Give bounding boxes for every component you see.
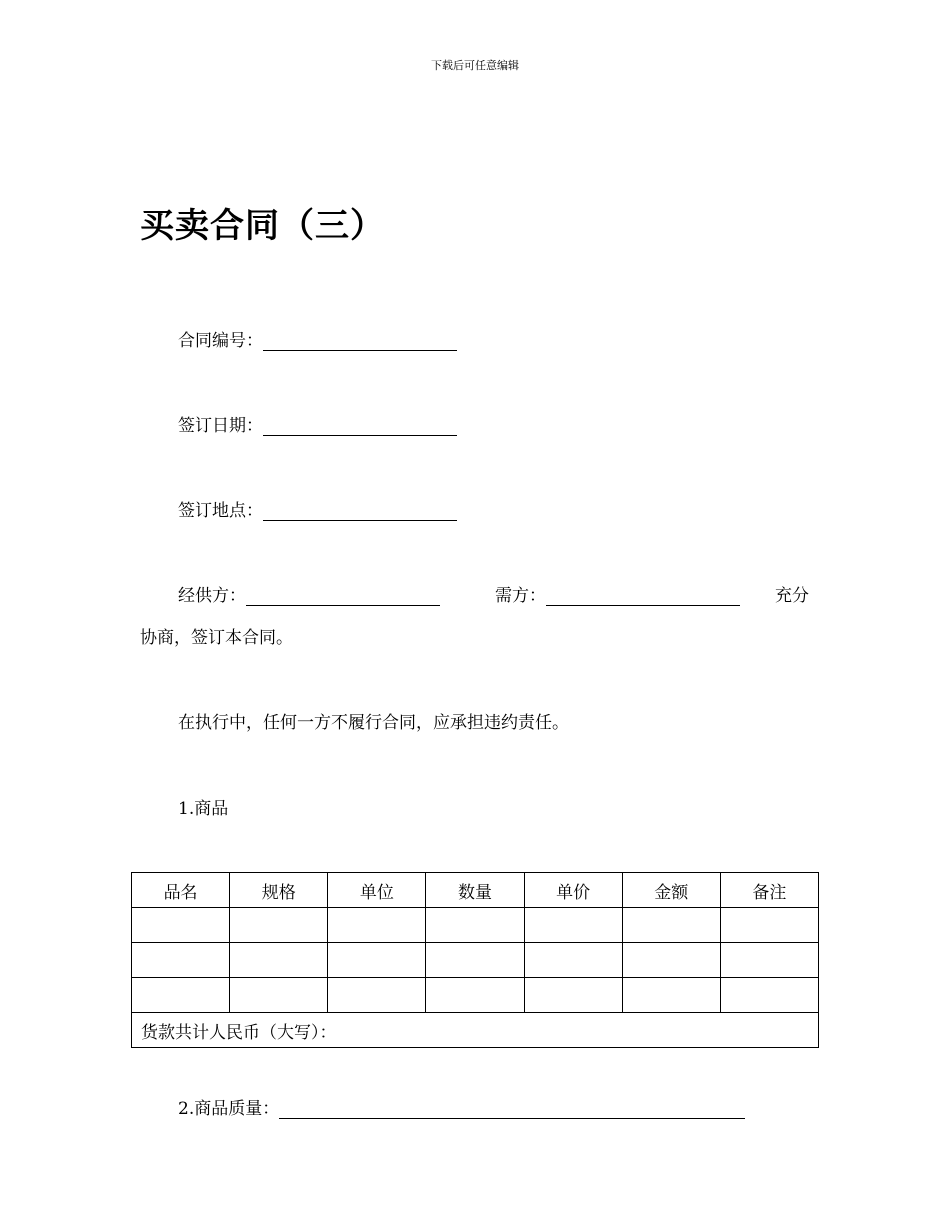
table-cell[interactable] — [230, 908, 328, 943]
sign-date-line — [178, 411, 457, 436]
breach-clause: 在执行中，任何一方不履行合同，应承担违约责任。 — [178, 713, 569, 733]
section-2-label: 2.商品质量： — [178, 1099, 280, 1119]
header-remarks: 备注 — [720, 873, 818, 908]
contract-number-label: 合同编号： — [178, 331, 263, 351]
table-cell[interactable] — [328, 978, 426, 1013]
table-cell[interactable] — [132, 943, 230, 978]
buyer-blank[interactable] — [546, 587, 740, 606]
table-cell[interactable] — [426, 943, 524, 978]
table-cell[interactable] — [720, 908, 818, 943]
table-cell[interactable] — [328, 908, 426, 943]
goods-table — [131, 872, 819, 1048]
header-unit-price: 单价 — [524, 873, 622, 908]
supplier-label: 经供方： — [178, 586, 246, 606]
sign-date-label: 签订日期： — [178, 416, 263, 436]
table-cell[interactable] — [720, 978, 818, 1013]
table-cell[interactable] — [524, 943, 622, 978]
table-cell[interactable] — [328, 943, 426, 978]
parties-continuation: 协商，签订本合同。 — [140, 628, 293, 648]
header-spec: 规格 — [230, 873, 328, 908]
document-title: 买卖合同（三） — [140, 206, 385, 246]
contract-number-line — [178, 326, 457, 351]
header-product-name: 品名 — [132, 873, 230, 908]
sign-place-label: 签订地点： — [178, 501, 263, 521]
table-row — [132, 908, 819, 943]
parties-tail: 充分 — [775, 586, 809, 606]
quality-blank[interactable] — [279, 1100, 745, 1119]
header-amount: 金额 — [622, 873, 720, 908]
table-cell[interactable] — [426, 908, 524, 943]
table-cell[interactable] — [524, 908, 622, 943]
buyer-line — [495, 581, 740, 606]
section-2-line — [178, 1094, 745, 1119]
sign-place-line — [178, 496, 457, 521]
section-1-title: 1.商品 — [178, 799, 229, 819]
table-cell[interactable] — [426, 978, 524, 1013]
sign-date-blank[interactable] — [263, 417, 457, 436]
table-row — [132, 978, 819, 1013]
table-cell[interactable] — [524, 978, 622, 1013]
supplier-line — [178, 581, 440, 606]
contract-number-blank[interactable] — [263, 332, 457, 351]
table-cell[interactable] — [230, 943, 328, 978]
table-cell[interactable] — [230, 978, 328, 1013]
table-cell[interactable] — [132, 908, 230, 943]
table-cell[interactable] — [720, 943, 818, 978]
buyer-label: 需方： — [495, 586, 546, 606]
table-cell[interactable] — [622, 908, 720, 943]
table-cell[interactable] — [622, 943, 720, 978]
goods-total-label[interactable]: 货款共计人民币（大写）： — [132, 1013, 819, 1048]
table-cell[interactable] — [132, 978, 230, 1013]
sign-place-blank[interactable] — [263, 502, 457, 521]
supplier-blank[interactable] — [246, 587, 440, 606]
header-quantity: 数量 — [426, 873, 524, 908]
goods-table-header-row — [132, 873, 819, 908]
table-row — [132, 943, 819, 978]
header-unit: 单位 — [328, 873, 426, 908]
table-cell[interactable] — [622, 978, 720, 1013]
goods-total-row — [132, 1013, 819, 1048]
header-note: 下载后可任意编辑 — [431, 59, 519, 72]
